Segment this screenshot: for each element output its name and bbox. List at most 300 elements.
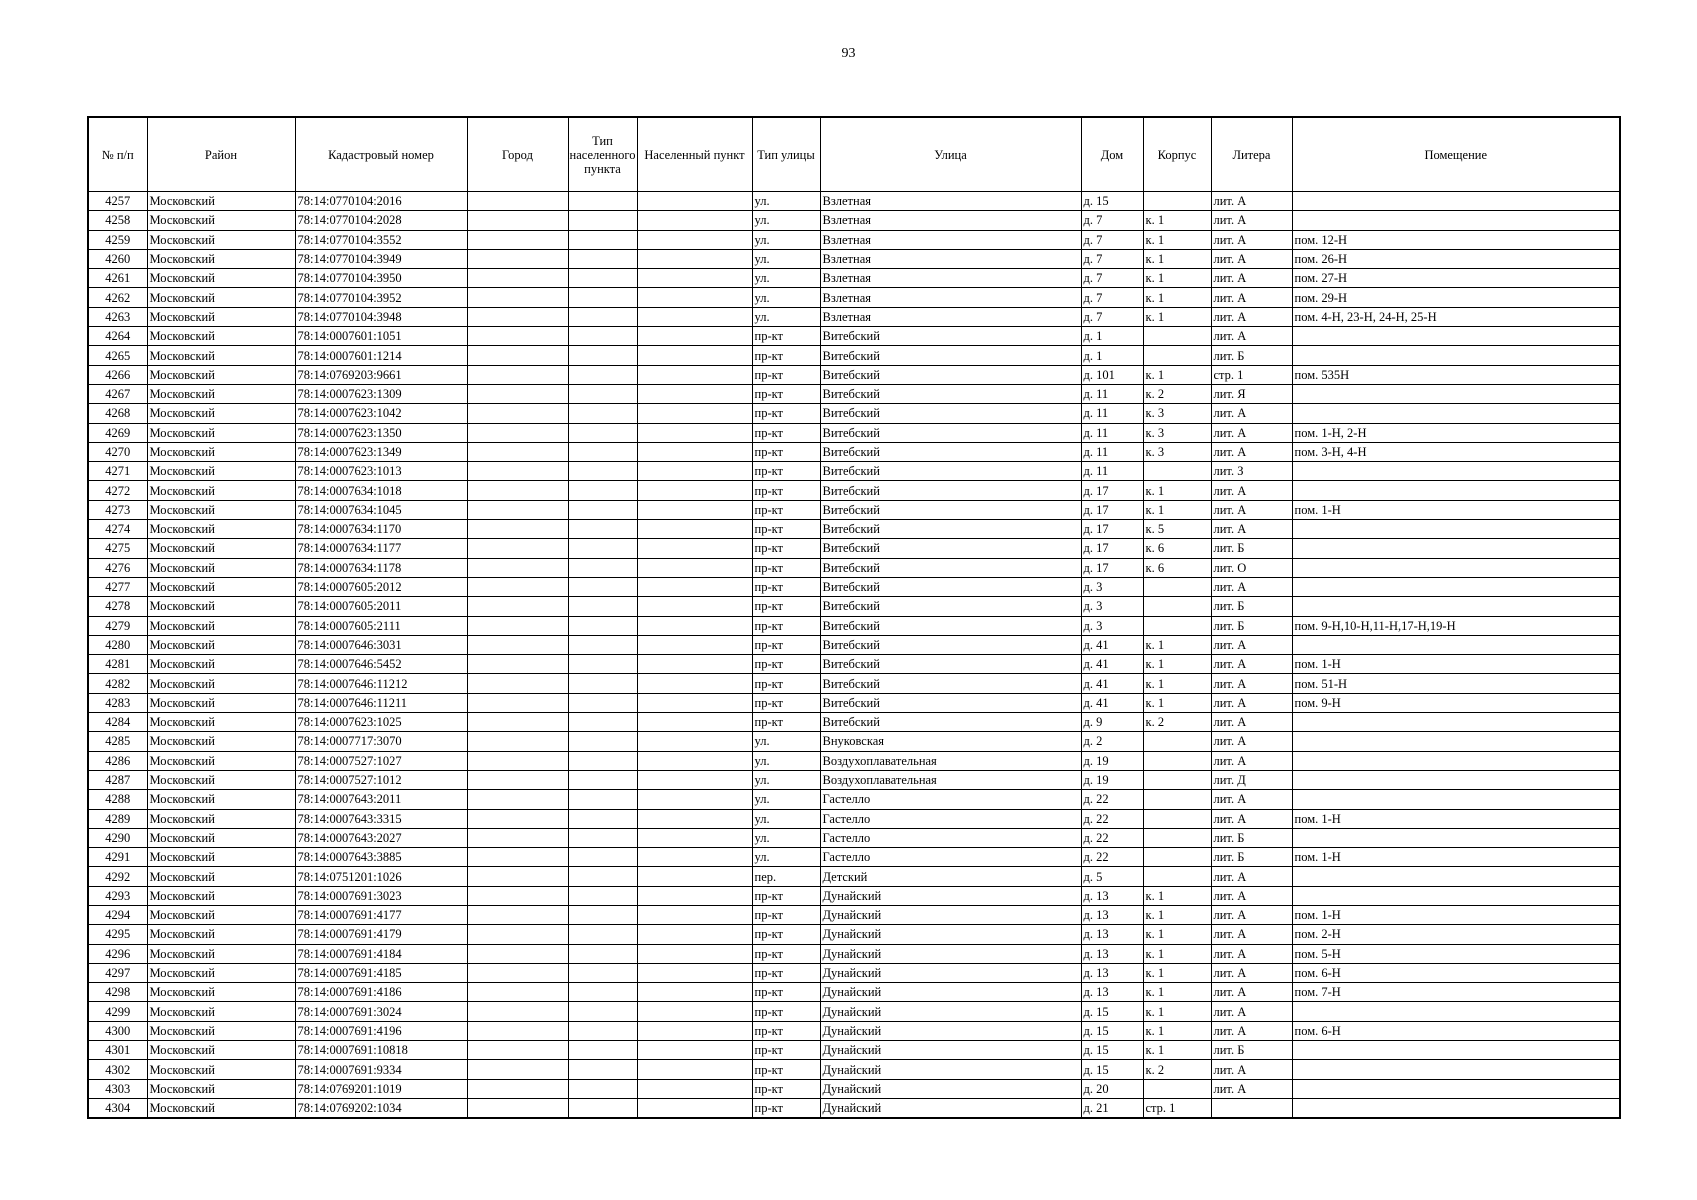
cell-house: д. 15	[1081, 1021, 1143, 1040]
cell-city	[467, 423, 568, 442]
cell-city	[467, 558, 568, 577]
cell-settlement-type	[568, 346, 637, 365]
cell-settlement-type	[568, 500, 637, 519]
cell-row-number: 4280	[88, 635, 147, 654]
cell-cadastral-number: 78:14:0007643:2027	[295, 828, 467, 847]
cell-settlement-type	[568, 365, 637, 384]
cell-house: д. 7	[1081, 230, 1143, 249]
cell-street-type: пр-кт	[752, 1079, 820, 1098]
cell-settlement	[637, 211, 752, 230]
cell-street-type: пр-кт	[752, 327, 820, 346]
cell-street: Дунайский	[820, 1079, 1081, 1098]
cell-building: к. 1	[1143, 693, 1211, 712]
cell-settlement	[637, 963, 752, 982]
table-row	[88, 828, 1620, 847]
cell-house: д. 13	[1081, 963, 1143, 982]
cell-city	[467, 346, 568, 365]
table-row	[88, 288, 1620, 307]
cell-street-type: ул.	[752, 790, 820, 809]
cell-settlement-type	[568, 790, 637, 809]
cell-house: д. 22	[1081, 790, 1143, 809]
cell-letter: лит. А	[1211, 520, 1292, 539]
cell-city	[467, 713, 568, 732]
cell-street: Дунайский	[820, 1041, 1081, 1060]
table-row	[88, 520, 1620, 539]
cell-house: д. 41	[1081, 674, 1143, 693]
cell-street-type: пр-кт	[752, 963, 820, 982]
cell-letter: лит. А	[1211, 635, 1292, 654]
cell-city	[467, 307, 568, 326]
table-row	[88, 655, 1620, 674]
cell-building	[1143, 597, 1211, 616]
cell-settlement-type	[568, 1041, 637, 1060]
cell-row-number: 4303	[88, 1079, 147, 1098]
cell-row-number: 4288	[88, 790, 147, 809]
cell-letter: лит. Б	[1211, 539, 1292, 558]
cell-letter: лит. А	[1211, 269, 1292, 288]
cell-street-type: ул.	[752, 751, 820, 770]
cell-street-type: пр-кт	[752, 558, 820, 577]
cell-street: Гастелло	[820, 809, 1081, 828]
cell-city	[467, 365, 568, 384]
cell-house: д. 17	[1081, 539, 1143, 558]
cell-settlement-type	[568, 983, 637, 1002]
cell-row-number: 4299	[88, 1002, 147, 1021]
table-row	[88, 1041, 1620, 1060]
cell-row-number: 4292	[88, 867, 147, 886]
cell-street: Витебский	[820, 539, 1081, 558]
cell-settlement-type	[568, 192, 637, 211]
cell-street-type: пр-кт	[752, 1060, 820, 1079]
cell-cadastral-number: 78:14:0770104:3552	[295, 230, 467, 249]
cell-building: к. 1	[1143, 983, 1211, 1002]
cell-street-type: пр-кт	[752, 983, 820, 1002]
cell-district: Московский	[147, 269, 295, 288]
cell-row-number: 4263	[88, 307, 147, 326]
cell-cadastral-number: 78:14:0007717:3070	[295, 732, 467, 751]
cell-city	[467, 481, 568, 500]
cell-city	[467, 770, 568, 789]
cell-row-number: 4265	[88, 346, 147, 365]
cell-city	[467, 462, 568, 481]
cell-letter: лит. А	[1211, 307, 1292, 326]
cell-street: Витебский	[820, 327, 1081, 346]
table-row	[88, 886, 1620, 905]
cell-building: стр. 1	[1143, 1098, 1211, 1118]
cell-district: Московский	[147, 539, 295, 558]
cell-building: к. 3	[1143, 442, 1211, 461]
cell-house: д. 17	[1081, 481, 1143, 500]
cell-settlement	[637, 1021, 752, 1040]
cell-settlement	[637, 828, 752, 847]
cell-house: д. 19	[1081, 770, 1143, 789]
cell-building: к. 2	[1143, 713, 1211, 732]
cell-row-number: 4301	[88, 1041, 147, 1060]
cell-settlement	[637, 1002, 752, 1021]
cell-city	[467, 751, 568, 770]
cell-settlement-type	[568, 963, 637, 982]
cell-cadastral-number: 78:14:0007643:3315	[295, 809, 467, 828]
cell-district: Московский	[147, 963, 295, 982]
cell-street: Взлетная	[820, 211, 1081, 230]
header-cell: Улица	[820, 117, 1081, 192]
cell-house: д. 11	[1081, 462, 1143, 481]
cell-cadastral-number: 78:14:0007691:9334	[295, 1060, 467, 1079]
cell-house: д. 3	[1081, 597, 1143, 616]
cell-house: д. 15	[1081, 1060, 1143, 1079]
cell-letter: лит. А	[1211, 983, 1292, 1002]
cell-cadastral-number: 78:14:0007634:1045	[295, 500, 467, 519]
cell-street-type: пр-кт	[752, 1098, 820, 1118]
cell-district: Московский	[147, 693, 295, 712]
cell-cadastral-number: 78:14:0007646:3031	[295, 635, 467, 654]
cell-row-number: 4286	[88, 751, 147, 770]
cell-house: д. 15	[1081, 1002, 1143, 1021]
table-row	[88, 635, 1620, 654]
cell-cadastral-number: 78:14:0007623:1025	[295, 713, 467, 732]
cell-street-type: пр-кт	[752, 442, 820, 461]
cell-district: Московский	[147, 230, 295, 249]
cell-settlement	[637, 751, 752, 770]
cell-city	[467, 848, 568, 867]
cell-street-type: пр-кт	[752, 365, 820, 384]
cell-settlement	[637, 192, 752, 211]
cell-settlement-type	[568, 1021, 637, 1040]
cell-city	[467, 655, 568, 674]
cell-house: д. 3	[1081, 616, 1143, 635]
cell-letter: лит. А	[1211, 751, 1292, 770]
cell-premises: пом. 1-Н	[1292, 500, 1620, 519]
cell-house: д. 11	[1081, 404, 1143, 423]
cell-house: д. 7	[1081, 307, 1143, 326]
cell-settlement-type	[568, 269, 637, 288]
cell-letter: лит. Б	[1211, 1041, 1292, 1060]
cell-street: Витебский	[820, 635, 1081, 654]
cell-letter: лит. А	[1211, 481, 1292, 500]
cell-street-type: ул.	[752, 809, 820, 828]
cell-street: Витебский	[820, 597, 1081, 616]
cell-row-number: 4284	[88, 713, 147, 732]
cell-city	[467, 192, 568, 211]
cell-street: Витебский	[820, 481, 1081, 500]
cell-district: Московский	[147, 307, 295, 326]
cell-settlement-type	[568, 384, 637, 403]
cell-premises: пом. 4-Н, 23-Н, 24-Н, 25-Н	[1292, 307, 1620, 326]
cell-street-type: пр-кт	[752, 886, 820, 905]
cell-premises: пом. 51-Н	[1292, 674, 1620, 693]
cell-district: Московский	[147, 770, 295, 789]
cell-city	[467, 693, 568, 712]
cell-house: д. 7	[1081, 211, 1143, 230]
cell-building	[1143, 346, 1211, 365]
cell-settlement	[637, 944, 752, 963]
cell-settlement	[637, 655, 752, 674]
table-row	[88, 905, 1620, 924]
cell-district: Московский	[147, 790, 295, 809]
cell-premises	[1292, 384, 1620, 403]
cell-street-type: пер.	[752, 867, 820, 886]
cell-street: Витебский	[820, 577, 1081, 596]
cell-city	[467, 211, 568, 230]
cell-house: д. 22	[1081, 828, 1143, 847]
cell-settlement-type	[568, 597, 637, 616]
cell-settlement	[637, 674, 752, 693]
cell-letter: лит. А	[1211, 249, 1292, 268]
table-row	[88, 500, 1620, 519]
cell-city	[467, 230, 568, 249]
table-row	[88, 770, 1620, 789]
cell-street: Взлетная	[820, 230, 1081, 249]
cell-street: Дунайский	[820, 963, 1081, 982]
cell-street: Дунайский	[820, 1098, 1081, 1118]
table-row	[88, 539, 1620, 558]
cell-letter: лит. А	[1211, 1002, 1292, 1021]
table-row	[88, 751, 1620, 770]
cell-premises	[1292, 867, 1620, 886]
cell-letter: лит. Б	[1211, 597, 1292, 616]
cell-letter: лит. О	[1211, 558, 1292, 577]
cell-row-number: 4277	[88, 577, 147, 596]
cell-street-type: пр-кт	[752, 597, 820, 616]
cell-street: Витебский	[820, 404, 1081, 423]
cell-row-number: 4259	[88, 230, 147, 249]
cell-settlement-type	[568, 828, 637, 847]
cell-cadastral-number: 78:14:0769203:9661	[295, 365, 467, 384]
cell-building: к. 2	[1143, 384, 1211, 403]
cell-settlement	[637, 1098, 752, 1118]
cell-premises: пом. 5-Н	[1292, 944, 1620, 963]
cell-settlement	[637, 520, 752, 539]
table-row	[88, 848, 1620, 867]
cell-street: Взлетная	[820, 269, 1081, 288]
cell-district: Московский	[147, 983, 295, 1002]
cell-settlement	[637, 288, 752, 307]
cell-building: к. 3	[1143, 404, 1211, 423]
cell-premises	[1292, 539, 1620, 558]
table-row	[88, 867, 1620, 886]
cell-street: Дунайский	[820, 905, 1081, 924]
cell-street: Дунайский	[820, 944, 1081, 963]
cell-cadastral-number: 78:14:0007605:2011	[295, 597, 467, 616]
cell-district: Московский	[147, 423, 295, 442]
cell-premises	[1292, 211, 1620, 230]
cell-row-number: 4302	[88, 1060, 147, 1079]
cell-street-type: ул.	[752, 249, 820, 268]
cell-cadastral-number: 78:14:0007691:4184	[295, 944, 467, 963]
cell-building: к. 1	[1143, 288, 1211, 307]
cell-street: Взлетная	[820, 307, 1081, 326]
cell-settlement	[637, 230, 752, 249]
cell-house: д. 41	[1081, 693, 1143, 712]
table-row	[88, 423, 1620, 442]
cell-street: Витебский	[820, 713, 1081, 732]
cell-house: д. 13	[1081, 905, 1143, 924]
cell-street-type: пр-кт	[752, 1002, 820, 1021]
cell-building: к. 1	[1143, 635, 1211, 654]
cell-letter: лит. А	[1211, 925, 1292, 944]
cell-premises	[1292, 346, 1620, 365]
cell-premises: пом. 1-Н	[1292, 655, 1620, 674]
cell-street-type: пр-кт	[752, 577, 820, 596]
cell-house: д. 41	[1081, 635, 1143, 654]
cell-settlement-type	[568, 481, 637, 500]
cell-settlement	[637, 327, 752, 346]
cell-row-number: 4281	[88, 655, 147, 674]
cell-building	[1143, 770, 1211, 789]
cell-building	[1143, 1079, 1211, 1098]
cell-house: д. 21	[1081, 1098, 1143, 1118]
cell-house: д. 17	[1081, 500, 1143, 519]
cell-house: д. 2	[1081, 732, 1143, 751]
cell-city	[467, 520, 568, 539]
cell-cadastral-number: 78:14:0770104:3952	[295, 288, 467, 307]
cell-letter: лит. А	[1211, 905, 1292, 924]
cell-letter: лит. А	[1211, 288, 1292, 307]
cell-building: к. 1	[1143, 886, 1211, 905]
cell-letter: лит. А	[1211, 423, 1292, 442]
cell-settlement	[637, 365, 752, 384]
cell-settlement	[637, 635, 752, 654]
cell-row-number: 4297	[88, 963, 147, 982]
cell-premises: пом. 1-Н	[1292, 905, 1620, 924]
cell-row-number: 4290	[88, 828, 147, 847]
table-row	[88, 1002, 1620, 1021]
table-row	[88, 249, 1620, 268]
table-row	[88, 558, 1620, 577]
cell-premises	[1292, 1079, 1620, 1098]
cell-street-type: пр-кт	[752, 404, 820, 423]
cell-building: к. 1	[1143, 1021, 1211, 1040]
cell-letter: лит. А	[1211, 963, 1292, 982]
cell-street-type: пр-кт	[752, 346, 820, 365]
cell-cadastral-number: 78:14:0007601:1051	[295, 327, 467, 346]
cell-premises: пом. 9-Н,10-Н,11-Н,17-Н,19-Н	[1292, 616, 1620, 635]
cell-district: Московский	[147, 211, 295, 230]
cell-settlement	[637, 442, 752, 461]
cell-street-type: пр-кт	[752, 1021, 820, 1040]
cell-street-type: ул.	[752, 770, 820, 789]
cell-letter: лит. Б	[1211, 828, 1292, 847]
cell-building: к. 1	[1143, 481, 1211, 500]
cell-settlement	[637, 790, 752, 809]
cell-cadastral-number: 78:14:0770104:2028	[295, 211, 467, 230]
cell-settlement	[637, 269, 752, 288]
cell-settlement-type	[568, 327, 637, 346]
cell-city	[467, 828, 568, 847]
cell-cadastral-number: 78:14:0007634:1178	[295, 558, 467, 577]
cell-house: д. 11	[1081, 423, 1143, 442]
cell-district: Московский	[147, 1098, 295, 1118]
cell-letter: лит. А	[1211, 944, 1292, 963]
cell-settlement	[637, 1041, 752, 1060]
cell-city	[467, 867, 568, 886]
cell-cadastral-number: 78:14:0007623:1013	[295, 462, 467, 481]
table-row	[88, 1021, 1620, 1040]
cell-city	[467, 1098, 568, 1118]
cell-row-number: 4262	[88, 288, 147, 307]
header-cell: Помещение	[1292, 117, 1620, 192]
cell-row-number: 4298	[88, 983, 147, 1002]
cell-district: Московский	[147, 558, 295, 577]
cell-street-type: ул.	[752, 307, 820, 326]
cell-district: Московский	[147, 905, 295, 924]
cell-city	[467, 983, 568, 1002]
cell-settlement-type	[568, 944, 637, 963]
cell-letter: лит. А	[1211, 192, 1292, 211]
cell-building: к. 1	[1143, 230, 1211, 249]
cell-letter: лит. Д	[1211, 770, 1292, 789]
cell-city	[467, 944, 568, 963]
cell-row-number: 4270	[88, 442, 147, 461]
cell-settlement	[637, 423, 752, 442]
cell-premises: пом. 2-Н	[1292, 925, 1620, 944]
table-row	[88, 269, 1620, 288]
cell-house: д. 1	[1081, 346, 1143, 365]
table-row	[88, 327, 1620, 346]
cell-cadastral-number: 78:14:0007634:1177	[295, 539, 467, 558]
cell-district: Московский	[147, 674, 295, 693]
cell-row-number: 4258	[88, 211, 147, 230]
cell-district: Московский	[147, 713, 295, 732]
cell-street-type: ул.	[752, 230, 820, 249]
cell-settlement-type	[568, 249, 637, 268]
cell-settlement-type	[568, 751, 637, 770]
cell-settlement-type	[568, 925, 637, 944]
cell-district: Московский	[147, 655, 295, 674]
cell-district: Московский	[147, 1060, 295, 1079]
cell-street-type: пр-кт	[752, 481, 820, 500]
cell-cadastral-number: 78:14:0007643:2011	[295, 790, 467, 809]
cell-premises	[1292, 192, 1620, 211]
cell-premises: пом. 6-Н	[1292, 963, 1620, 982]
cell-building: к. 1	[1143, 1041, 1211, 1060]
cell-street-type: ул.	[752, 269, 820, 288]
cell-city	[467, 1060, 568, 1079]
cell-house: д. 13	[1081, 944, 1143, 963]
cell-street: Витебский	[820, 384, 1081, 403]
cell-settlement	[637, 693, 752, 712]
cell-district: Московский	[147, 925, 295, 944]
cell-street-type: ул.	[752, 828, 820, 847]
cell-row-number: 4264	[88, 327, 147, 346]
cell-city	[467, 1002, 568, 1021]
cell-district: Московский	[147, 384, 295, 403]
cell-street-type: ул.	[752, 732, 820, 751]
cell-letter: лит. А	[1211, 809, 1292, 828]
header-cell: Тип улицы	[752, 117, 820, 192]
cell-building: к. 1	[1143, 500, 1211, 519]
cell-house: д. 19	[1081, 751, 1143, 770]
cell-cadastral-number: 78:14:0007527:1012	[295, 770, 467, 789]
cell-premises	[1292, 732, 1620, 751]
cell-district: Московский	[147, 192, 295, 211]
header-cell: Корпус	[1143, 117, 1211, 192]
cell-street: Гастелло	[820, 848, 1081, 867]
cell-street-type: ул.	[752, 288, 820, 307]
table-row	[88, 307, 1620, 326]
cell-district: Московский	[147, 886, 295, 905]
cell-house: д. 7	[1081, 249, 1143, 268]
cell-settlement	[637, 539, 752, 558]
cell-row-number: 4274	[88, 520, 147, 539]
cell-row-number: 4267	[88, 384, 147, 403]
cell-district: Московский	[147, 577, 295, 596]
cell-street: Дунайский	[820, 925, 1081, 944]
cell-row-number: 4273	[88, 500, 147, 519]
cell-letter: лит. З	[1211, 462, 1292, 481]
cell-letter: лит. А	[1211, 1021, 1292, 1040]
cell-street: Дунайский	[820, 886, 1081, 905]
